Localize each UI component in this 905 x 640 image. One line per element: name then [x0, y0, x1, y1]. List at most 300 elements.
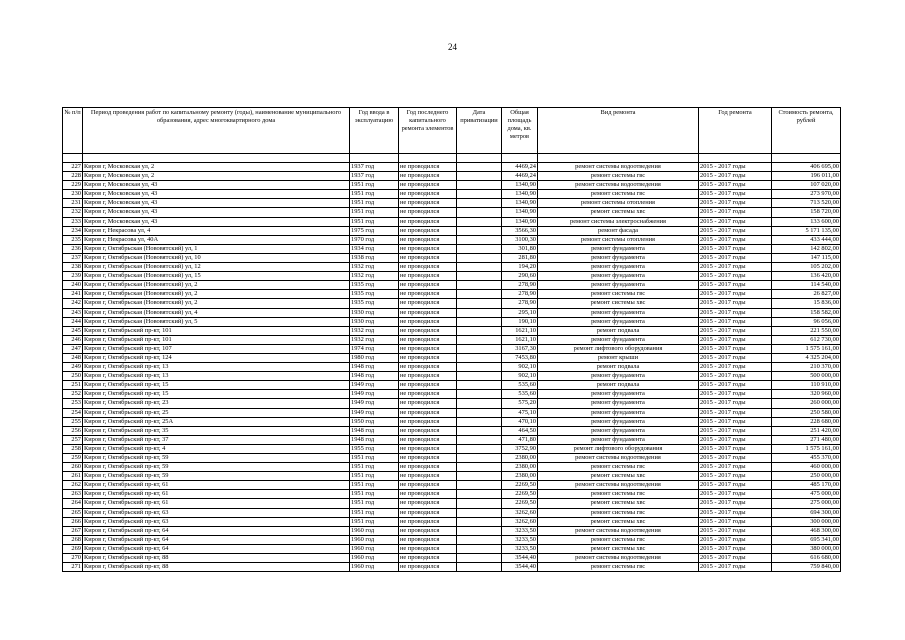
total-area-cell: 190,10 [502, 317, 538, 326]
table-row [63, 535, 841, 544]
privatization-date-cell [457, 517, 502, 526]
repair-type-cell: ремонт фундамента [538, 272, 699, 281]
last-repair-cell: не проводился [399, 472, 457, 481]
table-row [63, 554, 841, 563]
privatization-date-cell [457, 417, 502, 426]
last-repair-cell: не проводился [399, 426, 457, 435]
last-repair-cell: не проводился [399, 199, 457, 208]
repair-year-cell: 2015 - 2017 годы [699, 544, 772, 553]
address-cell: Киров г, Октябрьский пр-кт, 13 [83, 372, 350, 381]
repair-type-cell: ремонт фундамента [538, 417, 699, 426]
commission-year-cell: 1951 год [350, 463, 399, 472]
row-number-cell: 233 [63, 217, 83, 226]
row-number-cell: 256 [63, 426, 83, 435]
address-cell: Киров г, Октябрьский пр-кт, 37 [83, 435, 350, 444]
repair-cost-cell: 221 550,00 [772, 326, 841, 335]
row-number-cell: 268 [63, 535, 83, 544]
privatization-date-cell [457, 244, 502, 253]
repair-type-cell: ремонт лифтового оборудования [538, 344, 699, 353]
repair-cost-cell: 713 520,00 [772, 199, 841, 208]
repair-cost-cell: 147 115,00 [772, 253, 841, 262]
address-cell: Киров г, Октябрьский пр-кт, 88 [83, 554, 350, 563]
row-number-cell: 270 [63, 554, 83, 563]
repair-type-cell: ремонт системы хвс [538, 517, 699, 526]
total-area-cell: 281,80 [502, 253, 538, 262]
repair-type-cell: ремонт системы водоотведения [538, 526, 699, 535]
table-row [63, 472, 841, 481]
address-cell: Киров г, Октябрьский пр-кт, 61 [83, 481, 350, 490]
address-cell: Киров г, Октябрьский пр-кт, 59 [83, 472, 350, 481]
repair-year-cell: 2015 - 2017 годы [699, 499, 772, 508]
privatization-date-cell [457, 181, 502, 190]
table-body [63, 163, 841, 572]
repair-type-cell: ремонт системы гвс [538, 172, 699, 181]
repair-cost-cell: 250 580,00 [772, 408, 841, 417]
address-cell: Киров г, Октябрьский пр-кт, 64 [83, 526, 350, 535]
last-repair-cell: не проводился [399, 408, 457, 417]
repair-year-cell: 2015 - 2017 годы [699, 490, 772, 499]
repair-year-cell: 2015 - 2017 годы [699, 444, 772, 453]
row-number-cell: 248 [63, 353, 83, 362]
header-address: Период проведения работ по капитальному ремонту (годы), наименование муниципального образования, адрес многоквартирного дома [83, 108, 350, 154]
repair-type-cell: ремонт системы электроснабжения [538, 217, 699, 226]
table-row [63, 253, 841, 262]
table-row [63, 272, 841, 281]
repair-cost-cell: 475 000,00 [772, 490, 841, 499]
commission-year-cell: 1951 год [350, 472, 399, 481]
privatization-date-cell [457, 463, 502, 472]
repair-cost-cell: 694 300,00 [772, 508, 841, 517]
repair-type-cell: ремонт фундамента [538, 426, 699, 435]
repair-type-cell: ремонт системы водоотведения [538, 554, 699, 563]
row-number-cell: 238 [63, 263, 83, 272]
last-repair-cell: не проводился [399, 499, 457, 508]
row-number-cell: 252 [63, 390, 83, 399]
privatization-date-cell [457, 326, 502, 335]
repair-cost-cell: 433 444,00 [772, 235, 841, 244]
total-area-cell: 290,60 [502, 272, 538, 281]
repair-cost-cell: 695 341,00 [772, 535, 841, 544]
repair-year-cell: 2015 - 2017 годы [699, 163, 772, 172]
repair-cost-cell: 300 000,00 [772, 517, 841, 526]
repair-type-cell: ремонт подвала [538, 326, 699, 335]
repair-cost-cell: 114 540,00 [772, 281, 841, 290]
header-privatization-date: Дата приватизации [457, 108, 502, 154]
address-cell: Киров г, Октябрьский пр-кт, 107 [83, 344, 350, 353]
commission-year-cell: 1948 год [350, 372, 399, 381]
last-repair-cell: не проводился [399, 208, 457, 217]
commission-year-cell: 1932 год [350, 335, 399, 344]
repair-cost-cell: 485 170,00 [772, 481, 841, 490]
total-area-cell: 3566,30 [502, 226, 538, 235]
address-cell: Киров г, Октябрьский пр-кт, 63 [83, 508, 350, 517]
last-repair-cell: не проводился [399, 308, 457, 317]
repair-cost-cell: 210 370,00 [772, 363, 841, 372]
total-area-cell: 301,80 [502, 244, 538, 253]
address-cell: Киров г, Октябрьская (Нововятский) ул, 5 [83, 317, 350, 326]
last-repair-cell: не проводился [399, 163, 457, 172]
repair-cost-cell: 5 171 135,00 [772, 226, 841, 235]
repair-year-cell: 2015 - 2017 годы [699, 244, 772, 253]
total-area-cell: 3262,60 [502, 508, 538, 517]
privatization-date-cell [457, 290, 502, 299]
repair-type-cell: ремонт системы отопления [538, 235, 699, 244]
address-cell: Киров г, Октябрьская (Нововятский) ул, 10 [83, 253, 350, 262]
total-area-cell: 535,60 [502, 381, 538, 390]
repair-type-cell: ремонт системы водоотведения [538, 181, 699, 190]
repair-type-cell: ремонт лифтового оборудования [538, 444, 699, 453]
last-repair-cell: не проводился [399, 363, 457, 372]
row-number-cell: 269 [63, 544, 83, 553]
table-row [63, 444, 841, 453]
row-number-cell: 255 [63, 417, 83, 426]
last-repair-cell: не проводился [399, 372, 457, 381]
table-row [63, 190, 841, 199]
last-repair-cell: не проводился [399, 535, 457, 544]
table-row [63, 563, 841, 572]
table-header [63, 108, 841, 163]
repair-year-cell: 2015 - 2017 годы [699, 353, 772, 362]
commission-year-cell: 1951 год [350, 454, 399, 463]
table-row [63, 363, 841, 372]
last-repair-cell: не проводился [399, 272, 457, 281]
total-area-cell: 2269,50 [502, 490, 538, 499]
commission-year-cell: 1937 год [350, 172, 399, 181]
address-cell: Киров г, Московская ул, 2 [83, 163, 350, 172]
header-repair-year: Год ремонта [699, 108, 772, 154]
address-cell: Киров г, Октябрьский пр-кт, 59 [83, 463, 350, 472]
address-cell: Киров г, Октябрьская (Нововятский) ул, 2 [83, 281, 350, 290]
repair-type-cell: ремонт системы гвс [538, 508, 699, 517]
last-repair-cell: не проводился [399, 454, 457, 463]
address-cell: Киров г, Московская ул, 43 [83, 208, 350, 217]
repair-type-cell: ремонт системы гвс [538, 535, 699, 544]
repair-year-cell: 2015 - 2017 годы [699, 199, 772, 208]
last-repair-cell: не проводился [399, 181, 457, 190]
repair-year-cell: 2015 - 2017 годы [699, 408, 772, 417]
last-repair-cell: не проводился [399, 554, 457, 563]
commission-year-cell: 1960 год [350, 544, 399, 553]
address-cell: Киров г, Октябрьский пр-кт, 63 [83, 517, 350, 526]
last-repair-cell: не проводился [399, 481, 457, 490]
table-row [63, 508, 841, 517]
row-number-cell: 246 [63, 335, 83, 344]
total-area-cell: 475,10 [502, 408, 538, 417]
commission-year-cell: 1932 год [350, 272, 399, 281]
commission-year-cell: 1937 год [350, 163, 399, 172]
repair-cost-cell: 612 730,00 [772, 335, 841, 344]
address-cell: Киров г, Октябрьский пр-кт, 23 [83, 399, 350, 408]
privatization-date-cell [457, 426, 502, 435]
address-cell: Киров г, Октябрьский пр-кт, 61 [83, 490, 350, 499]
privatization-date-cell [457, 481, 502, 490]
last-repair-cell: не проводился [399, 244, 457, 253]
commission-year-cell: 1960 год [350, 563, 399, 572]
last-repair-cell: не проводился [399, 253, 457, 262]
repair-cost-cell: 1 575 161,00 [772, 444, 841, 453]
commission-year-cell: 1955 год [350, 444, 399, 453]
address-cell: Киров г, Некрасова ул, 4 [83, 226, 350, 235]
row-number-cell: 253 [63, 399, 83, 408]
repair-year-cell: 2015 - 2017 годы [699, 344, 772, 353]
table-row [63, 263, 841, 272]
privatization-date-cell [457, 272, 502, 281]
privatization-date-cell [457, 554, 502, 563]
repair-register-table [62, 107, 841, 572]
repair-cost-cell: 110 910,00 [772, 381, 841, 390]
total-area-cell: 3233,50 [502, 526, 538, 535]
address-cell: Киров г, Октябрьский пр-кт, 13 [83, 363, 350, 372]
commission-year-cell: 1951 год [350, 499, 399, 508]
address-cell: Киров г, Октябрьская (Нововятский) ул, 12 [83, 263, 350, 272]
repair-type-cell: ремонт фундамента [538, 335, 699, 344]
privatization-date-cell [457, 508, 502, 517]
table-row [63, 163, 841, 172]
repair-cost-cell: 15 836,00 [772, 299, 841, 308]
commission-year-cell: 1948 год [350, 435, 399, 444]
privatization-date-cell [457, 372, 502, 381]
table-row [63, 417, 841, 426]
last-repair-cell: не проводился [399, 435, 457, 444]
repair-type-cell: ремонт системы хвс [538, 208, 699, 217]
total-area-cell: 3233,50 [502, 535, 538, 544]
address-cell: Киров г, Московская ул, 43 [83, 190, 350, 199]
privatization-date-cell [457, 281, 502, 290]
repair-year-cell: 2015 - 2017 годы [699, 526, 772, 535]
row-number-cell: 247 [63, 344, 83, 353]
address-cell: Киров г, Октябрьский пр-кт, 35 [83, 426, 350, 435]
address-cell: Киров г, Октябрьский пр-кт, 15 [83, 381, 350, 390]
row-number-cell: 242 [63, 299, 83, 308]
address-cell: Киров г, Октябрьский пр-кт, 124 [83, 353, 350, 362]
repair-cost-cell: 500 000,00 [772, 372, 841, 381]
privatization-date-cell [457, 444, 502, 453]
repair-type-cell: ремонт системы водоотведения [538, 481, 699, 490]
table-row [63, 408, 841, 417]
total-area-cell: 278,90 [502, 299, 538, 308]
commission-year-cell: 1974 год [350, 344, 399, 353]
row-number-cell: 251 [63, 381, 83, 390]
repair-year-cell: 2015 - 2017 годы [699, 417, 772, 426]
commission-year-cell: 1935 год [350, 299, 399, 308]
commission-year-cell: 1960 год [350, 535, 399, 544]
privatization-date-cell [457, 208, 502, 217]
repair-type-cell: ремонт фундамента [538, 372, 699, 381]
address-cell: Киров г, Октябрьский пр-кт, 101 [83, 335, 350, 344]
last-repair-cell: не проводился [399, 508, 457, 517]
privatization-date-cell [457, 190, 502, 199]
address-cell: Киров г, Октябрьская (Нововятский) ул, 4 [83, 308, 350, 317]
total-area-cell: 1340,90 [502, 217, 538, 226]
total-area-cell: 194,20 [502, 263, 538, 272]
last-repair-cell: не проводился [399, 235, 457, 244]
repair-type-cell: ремонт фундамента [538, 263, 699, 272]
repair-type-cell: ремонт фундамента [538, 308, 699, 317]
row-number-cell: 250 [63, 372, 83, 381]
total-area-cell: 2380,00 [502, 472, 538, 481]
table-row [63, 526, 841, 535]
privatization-date-cell [457, 308, 502, 317]
row-number-cell: 234 [63, 226, 83, 235]
privatization-date-cell [457, 381, 502, 390]
repair-year-cell: 2015 - 2017 годы [699, 535, 772, 544]
privatization-date-cell [457, 499, 502, 508]
repair-year-cell: 2015 - 2017 годы [699, 308, 772, 317]
commission-year-cell: 1935 год [350, 290, 399, 299]
table-row [63, 399, 841, 408]
row-number-cell: 257 [63, 435, 83, 444]
total-area-cell: 2380,00 [502, 463, 538, 472]
address-cell: Киров г, Московская ул, 2 [83, 172, 350, 181]
row-number-cell: 240 [63, 281, 83, 290]
row-number-cell: 254 [63, 408, 83, 417]
repair-year-cell: 2015 - 2017 годы [699, 372, 772, 381]
commission-year-cell: 1930 год [350, 317, 399, 326]
total-area-cell: 2269,50 [502, 481, 538, 490]
repair-year-cell: 2015 - 2017 годы [699, 363, 772, 372]
repair-type-cell: ремонт фундамента [538, 390, 699, 399]
privatization-date-cell [457, 563, 502, 572]
repair-cost-cell: 759 840,00 [772, 563, 841, 572]
last-repair-cell: не проводился [399, 381, 457, 390]
repair-type-cell: ремонт системы гвс [538, 563, 699, 572]
row-number-cell: 261 [63, 472, 83, 481]
repair-cost-cell: 158 582,00 [772, 308, 841, 317]
repair-type-cell: ремонт системы гвс [538, 490, 699, 499]
commission-year-cell: 1951 год [350, 208, 399, 217]
repair-year-cell: 2015 - 2017 годы [699, 253, 772, 262]
repair-type-cell: ремонт фундамента [538, 317, 699, 326]
commission-year-cell: 1934 год [350, 244, 399, 253]
header-spacer-row [63, 154, 841, 163]
table-row [63, 308, 841, 317]
privatization-date-cell [457, 344, 502, 353]
privatization-date-cell [457, 199, 502, 208]
total-area-cell: 4469,24 [502, 172, 538, 181]
repair-cost-cell: 133 600,00 [772, 217, 841, 226]
repair-year-cell: 2015 - 2017 годы [699, 326, 772, 335]
privatization-date-cell [457, 263, 502, 272]
repair-year-cell: 2015 - 2017 годы [699, 181, 772, 190]
repair-year-cell: 2015 - 2017 годы [699, 317, 772, 326]
repair-year-cell: 2015 - 2017 годы [699, 463, 772, 472]
repair-year-cell: 2015 - 2017 годы [699, 454, 772, 463]
commission-year-cell: 1938 год [350, 253, 399, 262]
repair-type-cell: ремонт системы хвс [538, 472, 699, 481]
privatization-date-cell [457, 172, 502, 181]
last-repair-cell: не проводился [399, 263, 457, 272]
repair-cost-cell: 96 056,00 [772, 317, 841, 326]
last-repair-cell: не проводился [399, 335, 457, 344]
total-area-cell: 3100,30 [502, 235, 538, 244]
last-repair-cell: не проводился [399, 353, 457, 362]
row-number-cell: 258 [63, 444, 83, 453]
repair-cost-cell: 380 000,00 [772, 544, 841, 553]
repair-type-cell: ремонт фундамента [538, 244, 699, 253]
commission-year-cell: 1949 год [350, 399, 399, 408]
repair-cost-cell: 26 827,00 [772, 290, 841, 299]
repair-year-cell: 2015 - 2017 годы [699, 208, 772, 217]
address-cell: Киров г, Московская ул, 43 [83, 199, 350, 208]
commission-year-cell: 1951 год [350, 517, 399, 526]
row-number-cell: 267 [63, 526, 83, 535]
repair-type-cell: ремонт крыши [538, 353, 699, 362]
last-repair-cell: не проводился [399, 399, 457, 408]
last-repair-cell: не проводился [399, 563, 457, 572]
row-number-cell: 245 [63, 326, 83, 335]
last-repair-cell: не проводился [399, 417, 457, 426]
last-repair-cell: не проводился [399, 217, 457, 226]
address-cell: Киров г, Октябрьский пр-кт, 25А [83, 417, 350, 426]
last-repair-cell: не проводился [399, 544, 457, 553]
repair-year-cell: 2015 - 2017 годы [699, 335, 772, 344]
repair-cost-cell: 455 370,00 [772, 454, 841, 463]
total-area-cell: 278,90 [502, 290, 538, 299]
address-cell: Киров г, Октябрьский пр-кт, 25 [83, 408, 350, 417]
table-row [63, 426, 841, 435]
total-area-cell: 535,60 [502, 390, 538, 399]
repair-cost-cell: 251 420,00 [772, 426, 841, 435]
repair-type-cell: ремонт фундамента [538, 399, 699, 408]
total-area-cell: 1340,90 [502, 199, 538, 208]
total-area-cell: 1621,10 [502, 326, 538, 335]
privatization-date-cell [457, 435, 502, 444]
repair-type-cell: ремонт системы гвс [538, 290, 699, 299]
table-row [63, 517, 841, 526]
table-row [63, 208, 841, 217]
total-area-cell: 3752,90 [502, 444, 538, 453]
header-repair-cost: Стоимость ремонта, рублей [772, 108, 841, 154]
repair-type-cell: ремонт системы гвс [538, 463, 699, 472]
last-repair-cell: не проводился [399, 281, 457, 290]
total-area-cell: 902,10 [502, 372, 538, 381]
header-last-repair-year: Год последнего капитального ремонта элементов [399, 108, 457, 154]
table-row [63, 335, 841, 344]
repair-cost-cell: 460 000,00 [772, 463, 841, 472]
total-area-cell: 1621,10 [502, 335, 538, 344]
repair-year-cell: 2015 - 2017 годы [699, 390, 772, 399]
repair-type-cell: ремонт фундамента [538, 435, 699, 444]
repair-type-cell: ремонт системы гвс [538, 190, 699, 199]
last-repair-cell: не проводился [399, 463, 457, 472]
address-cell: Киров г, Октябрьский пр-кт, 61 [83, 499, 350, 508]
privatization-date-cell [457, 226, 502, 235]
privatization-date-cell [457, 217, 502, 226]
repair-cost-cell: 616 680,00 [772, 554, 841, 563]
repair-year-cell: 2015 - 2017 годы [699, 472, 772, 481]
last-repair-cell: не проводился [399, 490, 457, 499]
row-number-cell: 271 [63, 563, 83, 572]
repair-cost-cell: 271 480,00 [772, 435, 841, 444]
address-cell: Киров г, Октябрьский пр-кт, 15 [83, 390, 350, 399]
privatization-date-cell [457, 390, 502, 399]
table-row [63, 299, 841, 308]
repair-year-cell: 2015 - 2017 годы [699, 172, 772, 181]
last-repair-cell: не проводился [399, 344, 457, 353]
table-row [63, 463, 841, 472]
row-number-cell: 229 [63, 181, 83, 190]
row-number-cell: 230 [63, 190, 83, 199]
header-total-area: Общая площадь дома, кв. метров [502, 108, 538, 154]
table-row [63, 490, 841, 499]
repair-year-cell: 2015 - 2017 годы [699, 226, 772, 235]
address-cell: Киров г, Октябрьский пр-кт, 88 [83, 563, 350, 572]
total-area-cell: 3262,60 [502, 517, 538, 526]
privatization-date-cell [457, 317, 502, 326]
privatization-date-cell [457, 454, 502, 463]
header-number: № п/п [63, 108, 83, 154]
last-repair-cell: не проводился [399, 226, 457, 235]
